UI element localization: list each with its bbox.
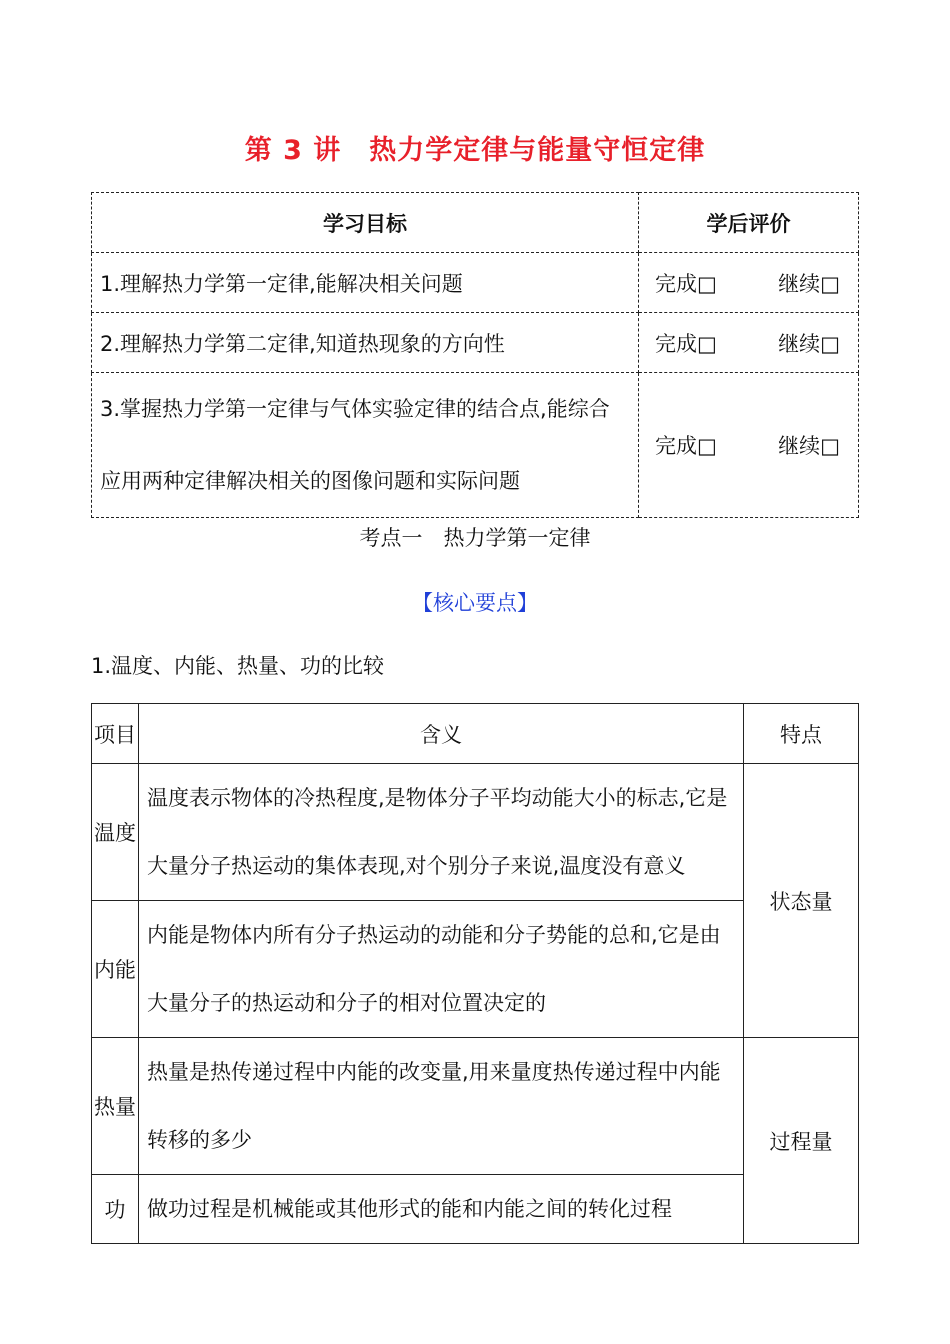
goal-row	[92, 373, 859, 518]
table-row	[92, 1175, 859, 1244]
table-row	[92, 764, 859, 901]
header-meaning: 含义	[139, 704, 744, 764]
goal-eval	[639, 253, 859, 313]
goal-eval	[639, 313, 859, 373]
done-checkbox[interactable]: 完成□	[655, 271, 717, 296]
section-title: 考点一 热力学第一定律	[359, 526, 591, 550]
continue-checkbox[interactable]: 继续□	[778, 331, 840, 356]
table-row	[92, 1038, 859, 1175]
goals-header-goal: 学习目标	[92, 193, 639, 253]
continue-checkbox[interactable]: 继续□	[778, 271, 840, 296]
meaning-internal-energy: 内能是物体内所有分子热运动的动能和分子势能的总和,它是由大量分子的热运动和分子的相对位置决定的	[139, 901, 744, 1038]
feature-process-quantity: 过程量	[744, 1038, 859, 1244]
key-points-heading: 【核心要点】	[412, 591, 538, 615]
goals-header-row	[92, 193, 859, 253]
header-feature: 特点	[744, 704, 859, 764]
comparison-header-row	[92, 704, 859, 764]
done-checkbox[interactable]: 完成□	[655, 434, 717, 458]
comparison-table	[91, 703, 859, 1244]
goal-row	[92, 313, 859, 373]
meaning-work: 做功过程是机械能或其他形式的能和内能之间的转化过程	[139, 1175, 744, 1244]
goal-text: 1.理解热力学第一定律,能解决相关问题	[92, 253, 639, 313]
item-temperature: 温度	[92, 764, 139, 901]
feature-state-quantity: 状态量	[744, 764, 859, 1038]
meaning-temperature: 温度表示物体的冷热程度,是物体分子平均动能大小的标志,它是大量分子热运动的集体表现,对个别分子来说,温度没有意义	[139, 764, 744, 901]
lesson-title: 第 3 讲 热力学定律与能量守恒定律	[244, 135, 706, 166]
done-checkbox[interactable]: 完成□	[655, 331, 717, 356]
table-row	[92, 901, 859, 1038]
goal-text: 3.掌握热力学第一定律与气体实验定律的结合点,能综合应用两种定律解决相关的图像问题和实际问题	[92, 373, 639, 518]
goal-text: 2.理解热力学第二定律,知道热现象的方向性	[92, 313, 639, 373]
goal-row	[92, 253, 859, 313]
meaning-heat: 热量是热传递过程中内能的改变量,用来量度热传递过程中内能转移的多少	[139, 1038, 744, 1175]
goals-header-eval: 学后评价	[639, 193, 859, 253]
goal-eval	[639, 373, 859, 518]
learning-goals-table	[91, 192, 859, 518]
header-item: 项目	[92, 704, 139, 764]
continue-checkbox[interactable]: 继续□	[778, 434, 840, 458]
item-work: 功	[92, 1175, 139, 1244]
comparison-subheading: 1.温度、内能、热量、功的比较	[91, 654, 385, 678]
item-internal-energy: 内能	[92, 901, 139, 1038]
item-heat: 热量	[92, 1038, 139, 1175]
